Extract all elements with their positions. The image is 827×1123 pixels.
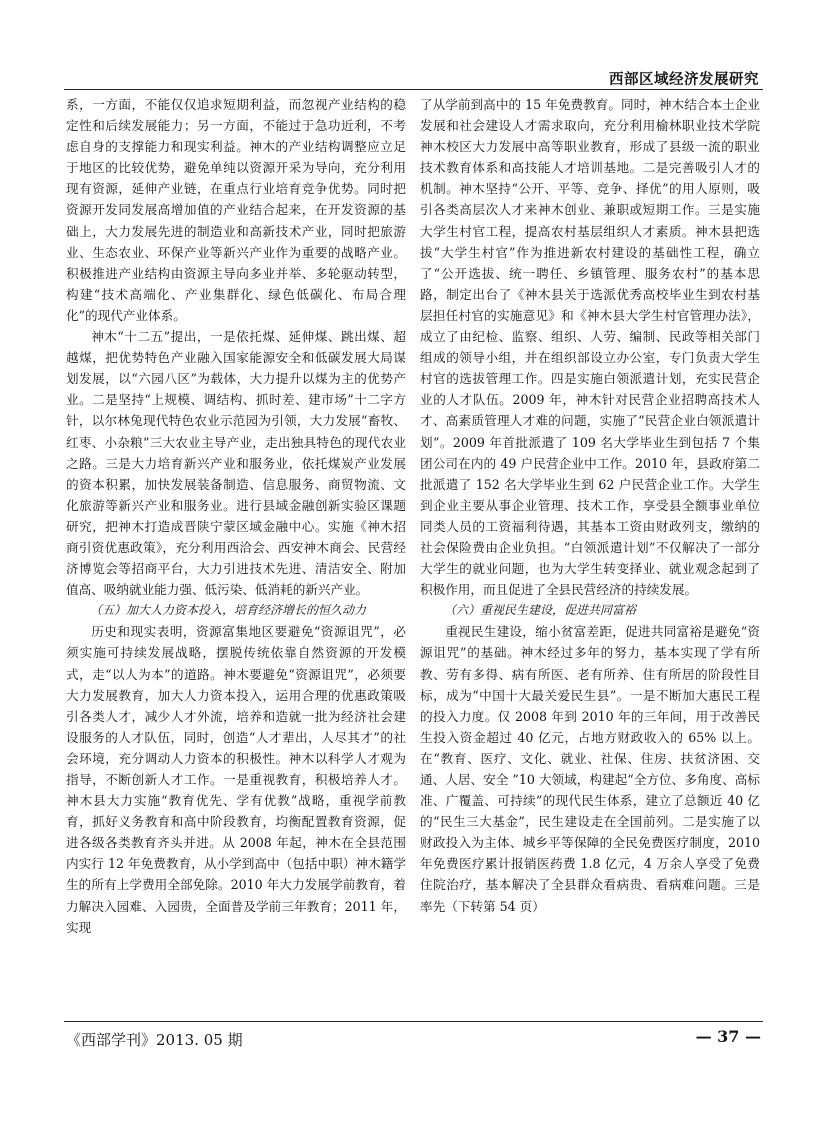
page-number: — 37 — bbox=[695, 1027, 761, 1046]
right-column bbox=[420, 94, 760, 917]
body-paragraph: 系，一方面，不能仅仅追求短期利益，而忽视产业结构的稳定性和后续发展能力；另一方面，不能过于急功近利，不考虑自身的支撑能力和现实利益。神木的产业结构调整应立足于地区的比较优势，避免单纯以资源开采为导向，充分利用现有资源，延伸产业链，在重点行业培育竞争优势。同时把资源开发同发展高增加值的产业结合起来，在开发资源的基础上，大力发展先进的制造业和高新技术产业，同时把旅游业、生态农业、环保产业等新兴产业作为重要的战略产业。积极推进产业结构由资源主导向多业并举、多轮驱动转型，构建“技术高端化、产业集群化、绿色低碳化、布局合理化”的现代产业体系。 bbox=[66, 97, 406, 323]
section-heading: （六）重视民生建设，促进共同富裕 bbox=[444, 603, 637, 618]
running-title: 西部区域经济发展研究 bbox=[609, 72, 759, 88]
footer-rule bbox=[64, 1021, 763, 1022]
left-column bbox=[66, 94, 406, 938]
header-rule bbox=[64, 89, 763, 90]
journal-citation: 《西部学刊》2013. 05 期 bbox=[66, 1031, 243, 1049]
body-paragraph: 神木“十二五”提出，一是依托煤、延伸煤、跳出煤、超越煤，把优势特色产业融入国家能源安全和低碳发展大局谋划发展，以“六园八区”为载体，大力提升以煤为主的优势产业。二是坚持“上规模、调结构、抓时差、建市场”十二字方针，以尔林兔现代特色农业示范园为引领，大力发展“畜牧、红枣、小杂粮”三大农业主导产业，走出独具特色的现代农业之路。三是大力培育新兴产业和服务业，依托煤炭产业发展的资本积累，加快发展装备制造、信息服务、商贸物流、文化旅游等新兴产业和服务业。进行县域金融创新实验区课题研究，把神木打造成晋陕宁蒙区域金融中心。实施《神木招商引资优惠政策》，充分利用西洽会、西安神木商会、民营经济博览会等招商平台，大力引进技术先进、清洁安全、附加值高、吸纳就业能力强、低污染、低消耗的新兴产业。 bbox=[66, 329, 406, 598]
body-paragraph: 历史和现实表明，资源富集地区要避免“资源诅咒”，必须实施可持续发展战略，摆脱传统依靠自然资源的开发模式，走“以人为本”的道路。神木要避免“资源诅咒”，必须要大力发展教育，加大人力资本投入，运用合理的优惠政策吸引各类人才，减少人才外流，培养和造就一批为经济社会建设服务的人才队伍，同时，创造“人才辈出，人尽其才”的社会环境，充分调动人力资本的积极性。神木以科学人才观为指导，不断创新人才工作。一是重视教育，积极培养人才。神木县大力实施“教育优先、学有优教”战略，重视学前教育，抓好义务教育和高中阶段教育，均衡配置教育资源，促进各级各类教育齐头并进。从 2008 年起，神木在全县范围内实行 12 年免费教育，从小学到高中（包括中职）神木籍学生的所有上学费用全部免除。2010 年大力发展学前教育，着力解决入园难、入园贵，全面普及学前三年教育；2011 年，实现 bbox=[66, 624, 406, 935]
body-paragraph: 重视民生建设，缩小贫富差距，促进共同富裕是避免“资源诅咒”的基础。神木经过多年的努力，基本实现了学有所教、劳有多得、病有所医、老有所养、住有所居的阶段性目标，成为“中国十大最关爱民生县”。一是不断加大惠民工程的投入力度。仅 2008 年到 2010 年的三年间，用于改善民生投入资金超过 40 亿元，占地方财政收入的 65% 以上。在“教育、医疗、文化、就业、社保、住房、扶贫济困、交通、人居、安全 ”10 大领域，构建起“全方位、多角度、高标准、广覆盖、可持续”的现代民生体系，建立了总额近 40 亿的“民生三大基金”，民生建设走在全国前列。二是实施了以财政投入为主体、城乡平等保障的全民免费医疗制度，2010 年免费医疗累计报销医药费 1.8 亿元，4 万余人享受了免费住院治疗，基本解决了全县群众看病贵、看病难问题。三是率先（下转第 54 页） bbox=[420, 624, 760, 914]
section-heading: （五）加大人力资本投入，培育经济增长的恒久动力 bbox=[90, 603, 367, 618]
body-paragraph: 了从学前到高中的 15 年免费教育。同时，神木结合本土企业发展和社会建设人才需求取向，充分利用榆林职业技术学院神木校区大力发展中高等职业教育，形成了县级一流的职业技术教育体系和高技能人才培训基地。二是完善吸引人才的机制。神木坚持“公开、平等、竞争、择优”的用人原则，吸引各类高层次人才来神木创业、兼职或短期工作。三是实施大学生村官工程，提高农村基层组织人才素质。神木县把选拔“大学生村官”作为推进新农村建设的基础性工程，确立了“公开选拔、统一聘任、乡镇管理、服务农村”的基本思路，制定出台了《神木县关于选派优秀高校毕业生到农村基层担任村官的实施意见》和《神木县大学生村官管理办法》，成立了由纪检、监察、组织、人劳、编制、民政等相关部门组成的领导小组，并在组织部设立办公室，专门负责大学生村官的选拔管理工作。四是实施白领派遣计划，充实民营企业的人才队伍。2009 年，神木针对民营企业招聘高技术人才、高素质管理人才难的问题，实施了“民营企业白领派遣计划”。2009 年首批派遣了 109 名大学毕业生到包括 7 个集团公司在内的 49 户民营企业中工作。2010 年，县政府第二批派遣了 152 名大学毕业生到 62 户民营企业工作。大学生到企业主要从事企业管理、技术工作，享受县全额事业单位同类人员的工资福利待遇，其基本工资由财政列支，缴纳的社会保险费由企业负担。“白领派遣计划”不仅解决了一部分大学生的就业问题，也为大学生转变择业、就业观念起到了积极作用，而且促进了全县民营经济的持续发展。 bbox=[420, 97, 760, 598]
